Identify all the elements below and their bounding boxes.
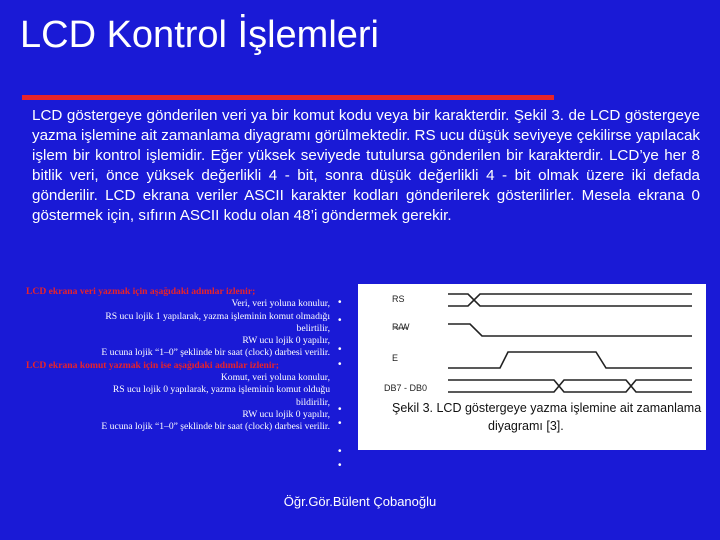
e-waveform [448, 352, 692, 368]
command-step: E ucuna lojik “1–0” şeklinde bir saat (clock) darbesi verilir. [101, 421, 330, 433]
bullet: • [338, 404, 342, 415]
signal-label-e: E [392, 353, 399, 363]
data-step: RW ucu lojik 0 yapılır, [242, 335, 330, 347]
signal-label-rw: R/W [392, 322, 410, 332]
steps-column [26, 286, 330, 434]
bullet: • [338, 460, 342, 471]
signal-label-db: DB7 - DB0 [384, 383, 428, 393]
title-underline [22, 95, 554, 100]
slide-title: LCD Kontrol İşlemleri [20, 14, 379, 56]
data-step: RS ucu lojik 1 yapılarak, yazma işleminin komut olmadığı [105, 310, 330, 322]
signal-label-rs: RS [392, 294, 405, 304]
command-step: bildirilir, [296, 396, 330, 408]
data-steps-heading: LCD ekrana veri yazmak için aşağıdaki adımlar izlenir; [26, 286, 256, 297]
intro-paragraph: LCD göstergeye gönderilen veri ya bir komut kodu veya bir karakterdir. Şekil 3. de LCD göstergeye yazma işlemine ait zamanlama diyagramı görülmektedir. RS ucu düşük seviyeye çekilirse yapılacak işlem bir kontrol işlemidir. Eğer yüksek seviyede tutulursa gönderilen bir karakterdir. LCD’ye her 8 bitlik veri, önce yüksek değerlikli 4 - bit, sonra düşük değerlikli 4 - bit olmak üzere iki defada gönderilir. LCD ekrana veriler ASCII karakter kodları gönderilerek gösterilirler. Mesela ekrana 0 göstermek için, sıfırın ASCII kodu olan 48’i göndermek gerekir. [32, 107, 700, 224]
data-step: belirtilir, [296, 322, 330, 334]
bullet: • [338, 297, 342, 308]
rs-waveform [448, 294, 692, 306]
command-step: RW ucu lojik 0 yapılır, [242, 408, 330, 420]
bullet: • [338, 418, 342, 429]
bullet: • [338, 446, 342, 457]
figure-caption-line2: diyagramı [3]. [488, 419, 564, 433]
timing-diagram [358, 284, 706, 450]
command-steps-heading: LCD ekrana komut yazmak için ise aşağıdaki adımlar izlenir; [26, 359, 279, 371]
bullet: • [338, 359, 342, 370]
command-step: RS ucu lojik 0 yapılarak, yazma işleminin komut olduğu [112, 384, 330, 396]
figure-caption-line1: Şekil 3. LCD göstergeye yazma işlemine ait zamanlama [392, 401, 702, 415]
data-step: E ucuna lojik “1–0” şeklinde bir saat (clock) darbesi verilir. [101, 347, 330, 359]
bullet: • [338, 315, 342, 326]
footer-author: Öğr.Gör.Bülent Çobanoğlu [283, 494, 437, 509]
command-step: Komut, veri yoluna konulur, [220, 372, 330, 384]
data-step: Veri, veri yoluna konulur, [231, 298, 330, 310]
bullet: • [338, 344, 342, 355]
rw-waveform [448, 324, 692, 336]
timing-diagram-panel [358, 284, 706, 450]
db-waveform [448, 380, 692, 392]
